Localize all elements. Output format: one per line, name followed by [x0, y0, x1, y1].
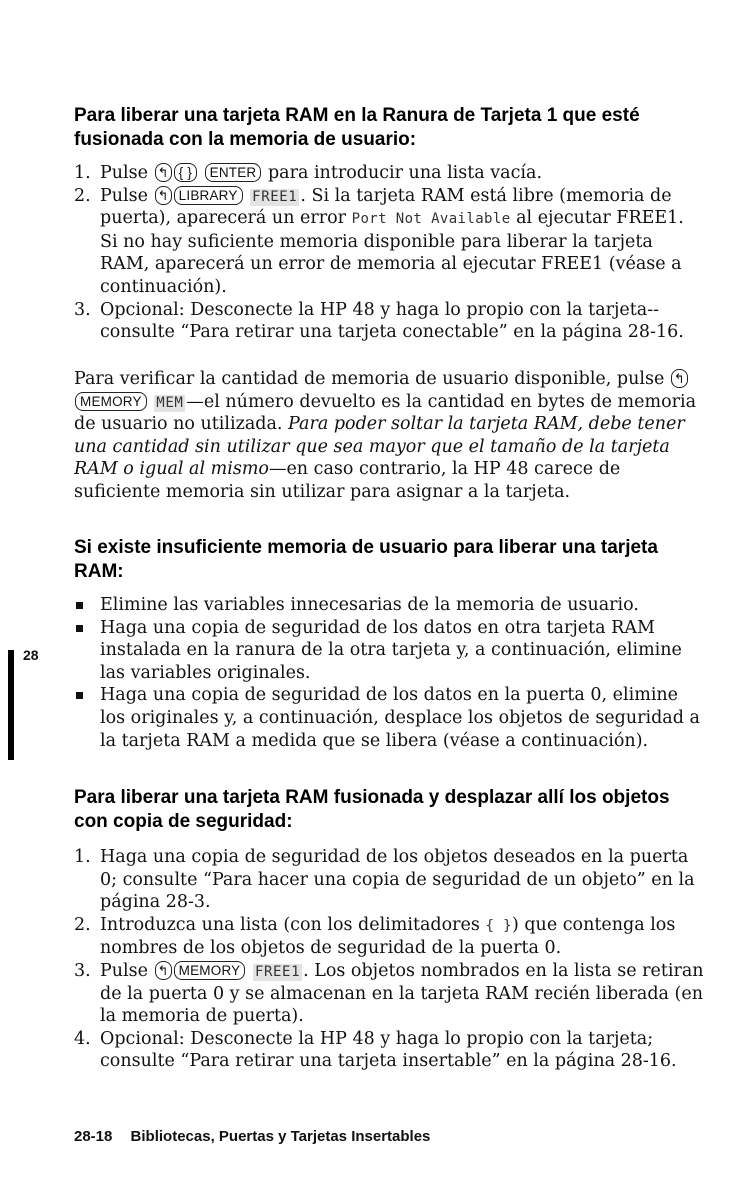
- heading-line: Si existe insuficiente memoria de usuario para liberar una tarjeta: [74, 537, 658, 558]
- step-text: Haga una copia de seguridad de los objetos deseados en la puerta 0; consulte “Para hacer una copia de seguridad de un objeto” en la página 28-3.: [100, 847, 695, 913]
- bullet-text: Elimine las variables innecesarias de la memoria de usuario.: [100, 595, 639, 615]
- bullet-marker: [76, 625, 83, 632]
- section-heading-memoria-insuficiente: [74, 536, 714, 584]
- memory-key: MEMORY: [75, 392, 147, 411]
- library-key: LIBRARY: [174, 186, 243, 205]
- paragraph-text: —en caso contrario, la HP 48 carece de suficiente memoria sin utilizar para asignar a la tarjeta.: [74, 459, 621, 502]
- step-text: . Los objetos nombrados en la lista se retiran de la puerta 0 y se almacenan en la tarjeta RAM recién liberada (en la memoria de puerta).: [100, 960, 704, 1027]
- step-number: 3.: [74, 960, 91, 981]
- chapter-title: Bibliotecas, Puertas y Tarjetas Insertables: [130, 1128, 431, 1145]
- bullets-list-section-2: [74, 594, 704, 752]
- free1-softkey: FREE1: [252, 188, 298, 205]
- heading-line: Para liberar una tarjeta RAM en la Ranura de Tarjeta 1 que esté: [74, 105, 640, 126]
- step-text: ) que contenga los nombres de los objetos de seguridad de la puerta 0.: [100, 914, 676, 959]
- free1-softkey: FREE1: [254, 963, 301, 980]
- memory-key: MEMORY: [174, 961, 246, 980]
- step-number: 1.: [74, 163, 91, 183]
- step-number: 1.: [74, 847, 91, 867]
- step-number: 2.: [74, 914, 91, 935]
- step-1: [74, 846, 704, 914]
- step-text: Pulse: [100, 185, 148, 206]
- paragraph-italic-text: Para poder soltar la tarjeta RAM, debe tener una cantidad sin utilizar que sea mayor que el tamaño de la tarjeta RAM o igual al mismo: [74, 414, 685, 480]
- step-text: Introduzca una lista (con los delimitadores: [100, 914, 480, 935]
- step-text: Opcional: Desconecte la HP 48 y haga lo propio con la tarjeta--consulte “Para retirar una tarjeta conectable” en la página 28-16.: [100, 299, 684, 343]
- steps-list-section-1: [74, 162, 704, 344]
- step-number: 2.: [74, 185, 91, 206]
- mem-softkey: MEM: [156, 394, 184, 411]
- step-2: [74, 914, 704, 960]
- left-shift-key: ↰: [155, 163, 172, 182]
- chapter-tab-number: 28: [23, 647, 39, 663]
- paragraph-text: —el número devuelto es la cantidad en bytes de memoria de usuario no utilizada.: [74, 391, 697, 435]
- heading-line: Para liberar una tarjeta RAM fusionada y desplazar allí los objetos: [74, 787, 670, 808]
- bullet-item: [74, 617, 704, 685]
- heading-line: RAM:: [74, 561, 124, 582]
- braces-key: { }: [174, 163, 197, 182]
- memory-check-paragraph: [74, 368, 704, 504]
- error-message: Port Not Available: [351, 211, 511, 228]
- step-text: para introducir una lista vacía.: [267, 163, 543, 183]
- bullet-item: [74, 594, 704, 617]
- step-text: . Si la tarjeta RAM está libre (memoria de puerta), aparecerá un error: [100, 185, 672, 229]
- step-text: Opcional: Desconecte la HP 48 y haga lo propio con la tarjeta; consulte “Para retirar una tarjeta insertable” en la página 28-16.: [100, 1028, 677, 1072]
- left-shift-key: ↰: [155, 961, 172, 980]
- step-1: [74, 162, 704, 185]
- bullet-marker: [76, 692, 83, 699]
- page-number: 28-18: [74, 1128, 113, 1145]
- page-footer: [74, 1128, 714, 1145]
- step-4: [74, 1028, 704, 1073]
- step-text: Pulse: [100, 960, 148, 981]
- heading-line: fusionada con la memoria de usuario:: [74, 129, 417, 150]
- bullet-item: [74, 684, 704, 752]
- bullet-text: Haga una copia de seguridad de los datos en otra tarjeta RAM instalada en la ranura de la otra tarjeta y, a continuación, elimine las variables originales.: [100, 617, 682, 683]
- paragraph-text: Para verificar la cantidad de memoria de usuario disponible, pulse: [74, 369, 665, 389]
- step-text: al ejecutar FREE1. Si no hay suficiente memoria disponible para liberar la tarjeta RAM, aparecerá un error de memoria al ejecutar FREE1 (véase a continuación).: [100, 208, 684, 297]
- left-shift-key: ↰: [671, 369, 688, 388]
- step-text: Pulse: [100, 163, 148, 183]
- bullet-marker: [76, 602, 83, 609]
- left-shift-key: ↰: [155, 186, 172, 205]
- bullet-text: Haga una copia de seguridad de los datos en la puerta 0, elimine los originales y, a continuación, desplace los objetos de seguridad a la tarjeta RAM a medida que se libera (véase a continuación).: [100, 685, 700, 751]
- step-number: 3.: [74, 299, 91, 320]
- step-2: [74, 185, 704, 299]
- section-heading-liberar-y-desplazar: [74, 786, 714, 834]
- step-number: 4.: [74, 1028, 91, 1049]
- chapter-tab-bar: [8, 650, 14, 760]
- step-3: [74, 299, 704, 344]
- enter-key: ENTER: [205, 163, 262, 182]
- step-3: [74, 960, 704, 1028]
- list-delimiters: { }: [485, 917, 512, 934]
- heading-line: con copia de seguridad:: [74, 811, 293, 832]
- section-heading-liberar-ranura-1: [74, 104, 714, 152]
- steps-list-section-3: [74, 846, 704, 1073]
